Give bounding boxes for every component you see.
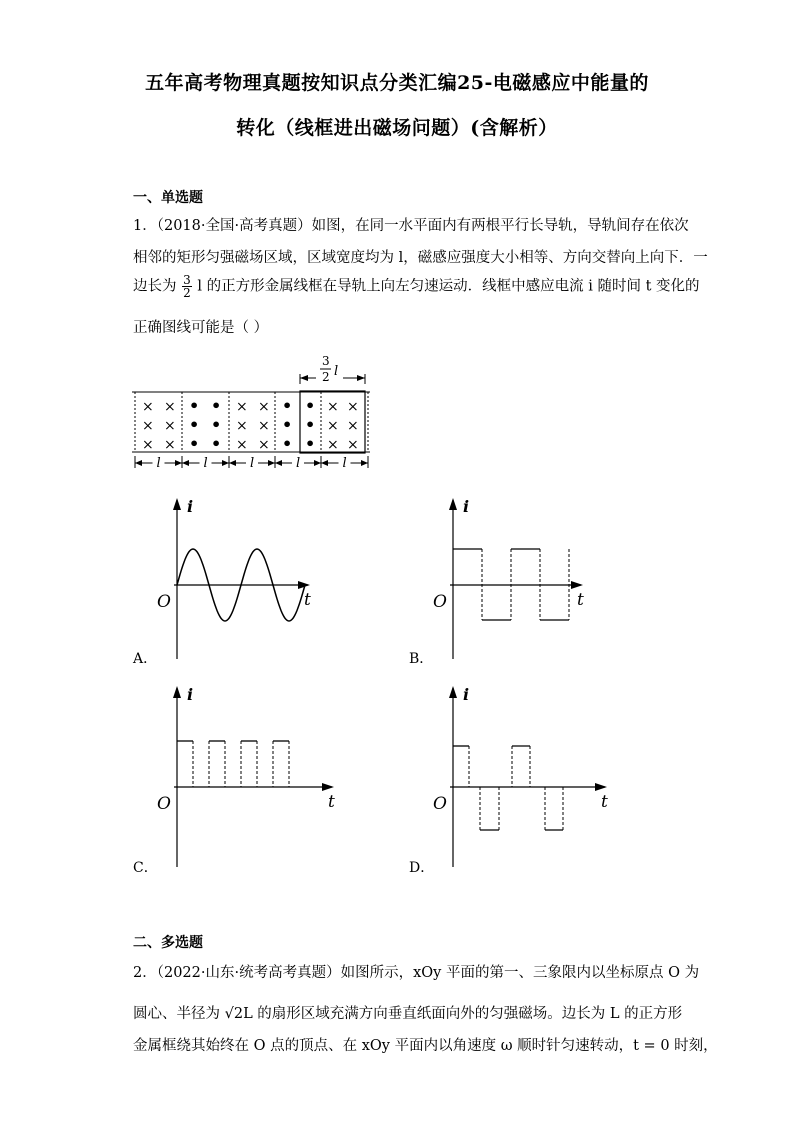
t-axis-label: t [328, 792, 335, 812]
field-cross-symbol: × [327, 437, 339, 453]
option-b-label[interactable]: B． [409, 651, 434, 667]
origin-label: O [433, 794, 447, 814]
field-symbols [142, 396, 359, 453]
field-cross-symbol: × [327, 399, 339, 415]
arrowhead [182, 460, 189, 466]
q1-line3-post: l 的正方形金属线框在导轨上向左匀速运动．线框中感应电流 i 随时间 t 变化的 [197, 278, 700, 295]
arrowhead [275, 460, 282, 466]
field-dot-symbol: • [282, 434, 293, 453]
arrowhead [175, 460, 182, 466]
field-dot-symbol: • [211, 434, 222, 453]
field-dot-symbol: • [282, 396, 293, 415]
origin-label: O [157, 592, 171, 612]
arrowhead [135, 460, 142, 466]
region-width-label: l [203, 456, 208, 471]
field-dot-symbol: • [305, 396, 316, 415]
graph-b-square-alternating [423, 494, 603, 664]
q1-line1: 1．（2018·全国·高考真题）如图，在同一水平面内有两根平行长导轨，导轨间存在依次 [133, 218, 689, 234]
q1-line4: 正确图线可能是（ ） [133, 320, 269, 336]
field-cross-symbol: × [258, 418, 270, 434]
t-axis-label: t [601, 792, 608, 812]
origin-label: O [157, 794, 171, 814]
i-axis-arrow [173, 686, 181, 698]
arrowhead [222, 460, 229, 466]
field-dot-symbol: • [189, 415, 200, 434]
arrowhead [268, 460, 275, 466]
i-axis-arrow [173, 498, 181, 510]
field-cross-symbol: × [164, 437, 176, 453]
i-axis-arrow [449, 686, 457, 698]
i-axis-label: i [463, 497, 470, 516]
arrowhead [361, 460, 368, 466]
graph-c-positive-pulses [150, 682, 350, 872]
i-axis-label: i [187, 497, 194, 516]
t-axis-arrow [322, 783, 334, 791]
arrowhead [314, 460, 321, 466]
q1-line3-pre: 边长为 [133, 278, 177, 295]
dim-frac-num: 3 [322, 354, 330, 368]
arrowhead [321, 460, 328, 466]
i-axis-arrow [449, 498, 457, 510]
i-axis-label: i [463, 685, 470, 704]
field-cross-symbol: × [258, 437, 270, 453]
arrowhead [229, 460, 236, 466]
field-cross-symbol: × [142, 418, 154, 434]
section-heading-multiple-choice: 二、多选题 [133, 935, 203, 951]
square-width-dimension [300, 354, 365, 384]
fraction-three-halves [182, 274, 192, 299]
region-width-label: l [250, 456, 255, 471]
field-cross-symbol: × [258, 399, 270, 415]
t-axis-label: t [304, 590, 311, 610]
field-cross-symbol: × [142, 437, 154, 453]
field-cross-symbol: × [142, 399, 154, 415]
field-cross-symbol: × [236, 399, 248, 415]
field-dot-symbol: • [189, 434, 200, 453]
field-dot-symbol: • [282, 415, 293, 434]
field-cross-symbol: × [164, 399, 176, 415]
q2-line3: 金属框绕其始终在 O 点的顶点、在 xOy 平面内以角速度 ω 顺时针匀速转动，t = 0 时刻， [133, 1038, 718, 1054]
i-axis-label: i [187, 685, 194, 704]
fraction-numerator: 3 [183, 273, 191, 287]
field-cross-symbol: × [164, 418, 176, 434]
page-title-line1: 五年高考物理真题按知识点分类汇编25-电磁感应中能量的 [145, 72, 649, 94]
option-a-label[interactable]: A． [133, 651, 158, 667]
field-dot-symbol: • [305, 415, 316, 434]
option-c-label[interactable]: C． [133, 860, 158, 876]
t-axis-label: t [577, 590, 584, 610]
q2-line2: 圆心、半径为 √2L 的扇形区域充满方向垂直纸面向外的匀强磁场。边长为 L 的正方形 [133, 1006, 683, 1022]
region-width-label: l [342, 456, 347, 471]
field-dot-symbol: • [211, 396, 222, 415]
region-width-label: l [156, 456, 161, 471]
graph-d-pulses [423, 682, 623, 872]
fraction-denominator: 2 [183, 286, 191, 300]
option-d-label[interactable]: D． [409, 860, 435, 876]
dim-l-label: l [334, 364, 339, 379]
field-cross-symbol: × [347, 399, 359, 415]
field-cross-symbol: × [347, 437, 359, 453]
field-cross-symbol: × [327, 418, 339, 434]
field-cross-symbol: × [236, 437, 248, 453]
magnetic-field-figure [128, 348, 378, 476]
q1-line3 [133, 274, 700, 299]
t-axis-arrow [571, 581, 583, 589]
q1-line2: 相邻的矩形匀强磁场区域，区域宽度均为 l，磁感应强度大小相等、方向交替向上向下．一 [133, 250, 708, 266]
field-dot-symbol: • [211, 415, 222, 434]
field-dot-symbol: • [305, 434, 316, 453]
region-width-dimensions [135, 456, 368, 471]
region-width-label: l [296, 456, 301, 471]
field-cross-symbol: × [236, 418, 248, 434]
q2-line1: 2．（2022·山东·统考高考真题）如图所示，xOy 平面的第一、三象限内以坐标原点 O 为 [133, 965, 700, 981]
section-heading-single-choice: 一、单选题 [133, 190, 203, 206]
field-cross-symbol: × [347, 418, 359, 434]
graph-a-sine [150, 494, 330, 664]
page-title-line2: 转化（线框进出磁场问题）(含解析） [236, 117, 558, 139]
field-dot-symbol: • [189, 396, 200, 415]
t-axis-arrow [595, 783, 607, 791]
dim-frac-den: 2 [322, 370, 330, 384]
origin-label: O [433, 592, 447, 612]
